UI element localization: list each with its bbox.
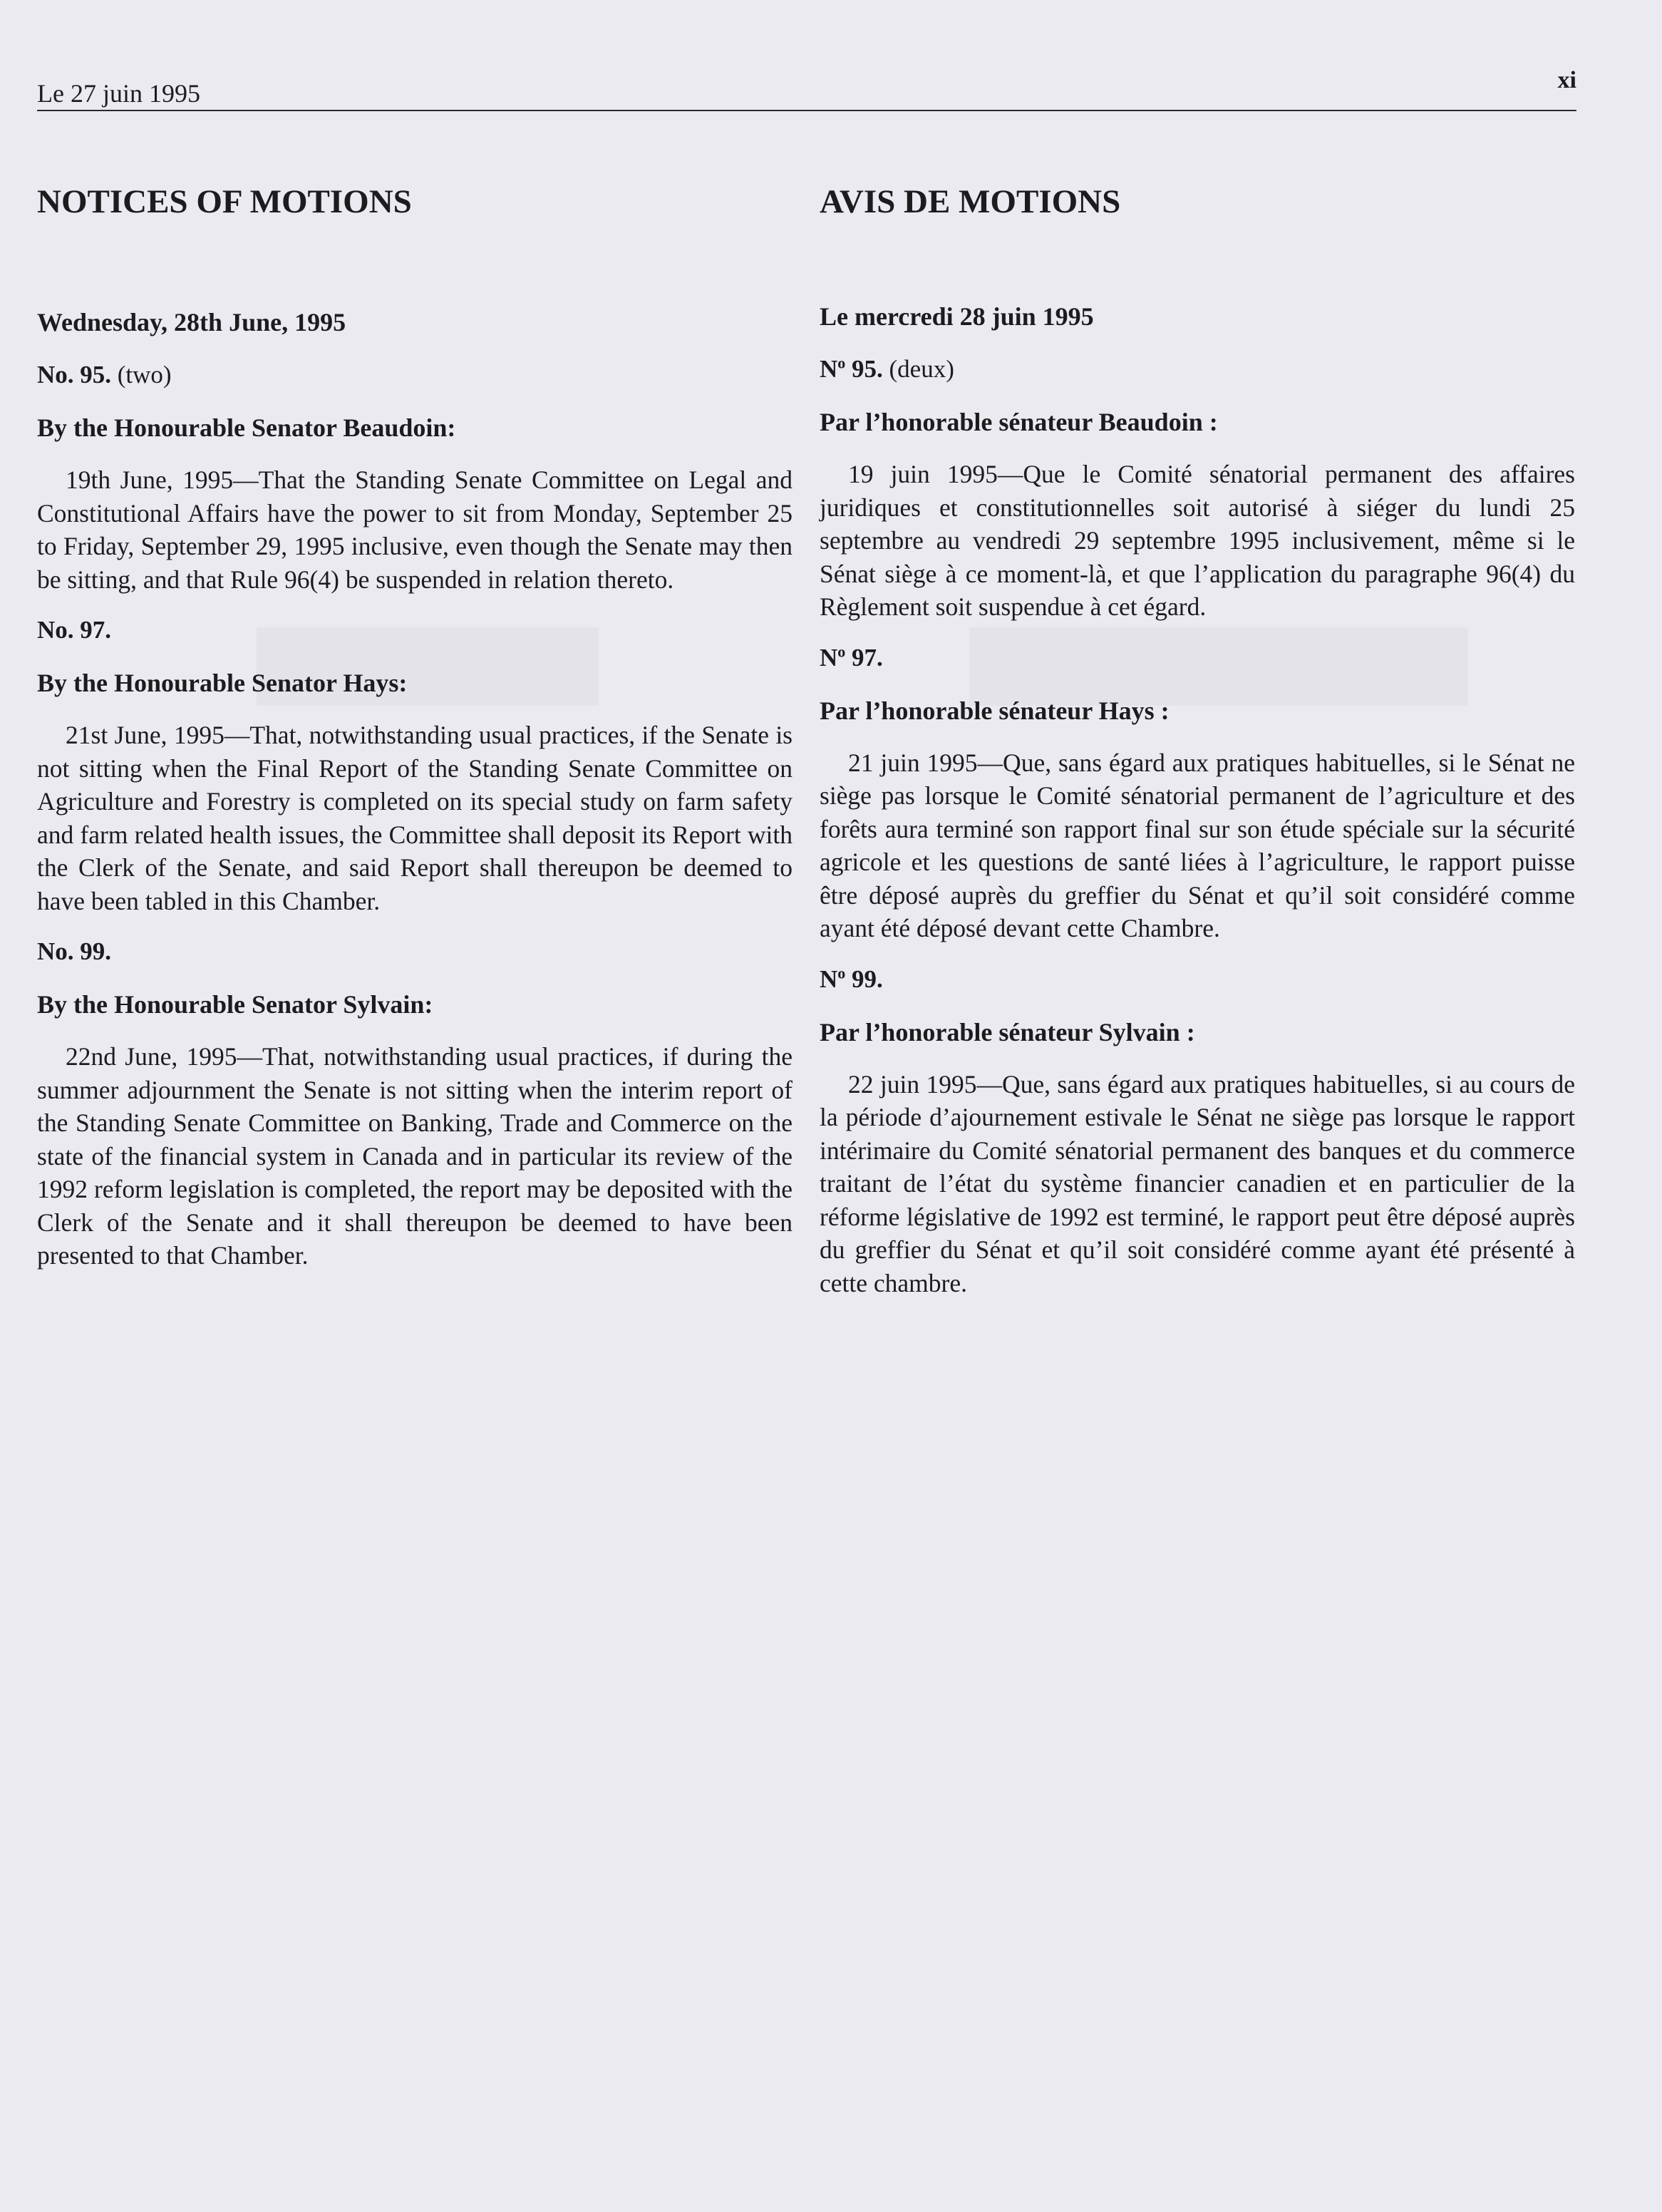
motion-number: No. 95. (two): [37, 361, 172, 389]
motion-block: [37, 614, 793, 917]
motion-text: 21st June, 1995—That, notwithstanding usual practices, if the Senate is not sitting when the Final Report of the Standing Senate Committee on Agriculture and Forestry is completed on its special study on farm safety and farm related health issues, the Committee shall deposit its Report with the Clerk of the Senate, and said Report shall thereupon be deemed to have been tabled in this Chamber.: [37, 721, 793, 915]
french-column: [820, 182, 1575, 1318]
motion-sponsor: Par l’honorable sénateur Beaudoin :: [820, 408, 1218, 436]
motion-text: 22nd June, 1995—That, notwithstanding usual practices, if during the summer adjournment the Senate is not sitting when the interim report of the Standing Senate Committee on Banking, Trade and Commerce on the state of the financial system in Canada and in particular its review of the 1992 reform legislation is completed, the report may be deposited with the Clerk of the Senate and it shall thereupon be deemed to have been presented to that Chamber.: [37, 1042, 793, 1270]
motion-sponsor: By the Honourable Senator Beaudoin:: [37, 413, 456, 442]
page-header: [37, 67, 1576, 113]
motion-block: [820, 642, 1575, 945]
motion-number: No. 99.: [37, 937, 112, 965]
motion-number: $N^o$ 95. (deux): [820, 354, 954, 383]
english-title: NOTICES OF MOTIONS: [37, 183, 412, 220]
motion-block: [820, 964, 1575, 1300]
motion-text: 19th June, 1995—That the Standing Senate Committee on Legal and Constitutional Affairs have the power to sit from Monday, September 25 to Friday, September 29, 1995 inclusive, even though the Senate may then be sitting, and that Rule 96(4) be suspended in relation thereto.: [37, 465, 793, 594]
motion-text: 21 juin 1995—Que, sans égard aux pratiques habituelles, si le Sénat ne siège pas lorsque le Comité sénatorial permanent de l’agriculture et des forêts aura terminé son rapport final sur son étude spéciale sur la sécurité agricole et les questions de santé liées à l’agriculture, le rapport puisse être déposé auprès du greffier du Sénat et qu’il soit considéré comme ayant été déposé devant cette Chambre.: [820, 748, 1575, 942]
page-number: xi: [1557, 67, 1576, 93]
motion-sponsor: By the Honourable Senator Sylvain:: [37, 990, 433, 1019]
motion-number: $N^o$ 99.: [820, 963, 883, 993]
header-rule: [37, 110, 1576, 111]
motion-block: [37, 359, 793, 596]
english-date: Wednesday, 28th June, 1995: [37, 308, 346, 336]
motion-number: No. 97.: [37, 616, 112, 644]
motion-sponsor: By the Honourable Senator Hays:: [37, 669, 408, 697]
motion-sponsor: Par l’honorable sénateur Sylvain :: [820, 1017, 1195, 1046]
motion-text: 22 juin 1995—Que, sans égard aux pratiques habituelles, si au cours de la période d’ajournement estivale le Sénat ne siège pas lorsque le rapport intérimaire du Comité sénatorial permanent des banques et du commerce traitant de l’état du système financier canadien et en particulier de la réforme législative de 1992 est terminé, le rapport peut être déposé auprès du greffier du Sénat et qu’il soit considéré comme ayant été présenté à cette chambre.: [820, 1069, 1575, 1297]
motion-sponsor: Par l’honorable sénateur Hays :: [820, 696, 1170, 725]
motion-text: 19 juin 1995—Que le Comité sénatorial permanent des affaires juridiques et constitutionnelles soit autorisé à siéger du lundi 25 septembre au vendredi 29 septembre 1995 inclusivement, même si le Sénat siège à ce moment-là, et que l’application du paragraphe 96(4) du Règlement soit suspendue à cet égard.: [820, 460, 1575, 621]
motion-number: $N^o$ 97.: [820, 642, 883, 672]
french-date: Le mercredi 28 juin 1995: [820, 302, 1094, 331]
motion-block: [820, 354, 1575, 624]
french-title: AVIS DE MOTIONS: [820, 183, 1121, 220]
header-date: Le 27 juin 1995: [37, 79, 200, 108]
english-column: [37, 182, 793, 1291]
motion-block: [37, 936, 793, 1272]
